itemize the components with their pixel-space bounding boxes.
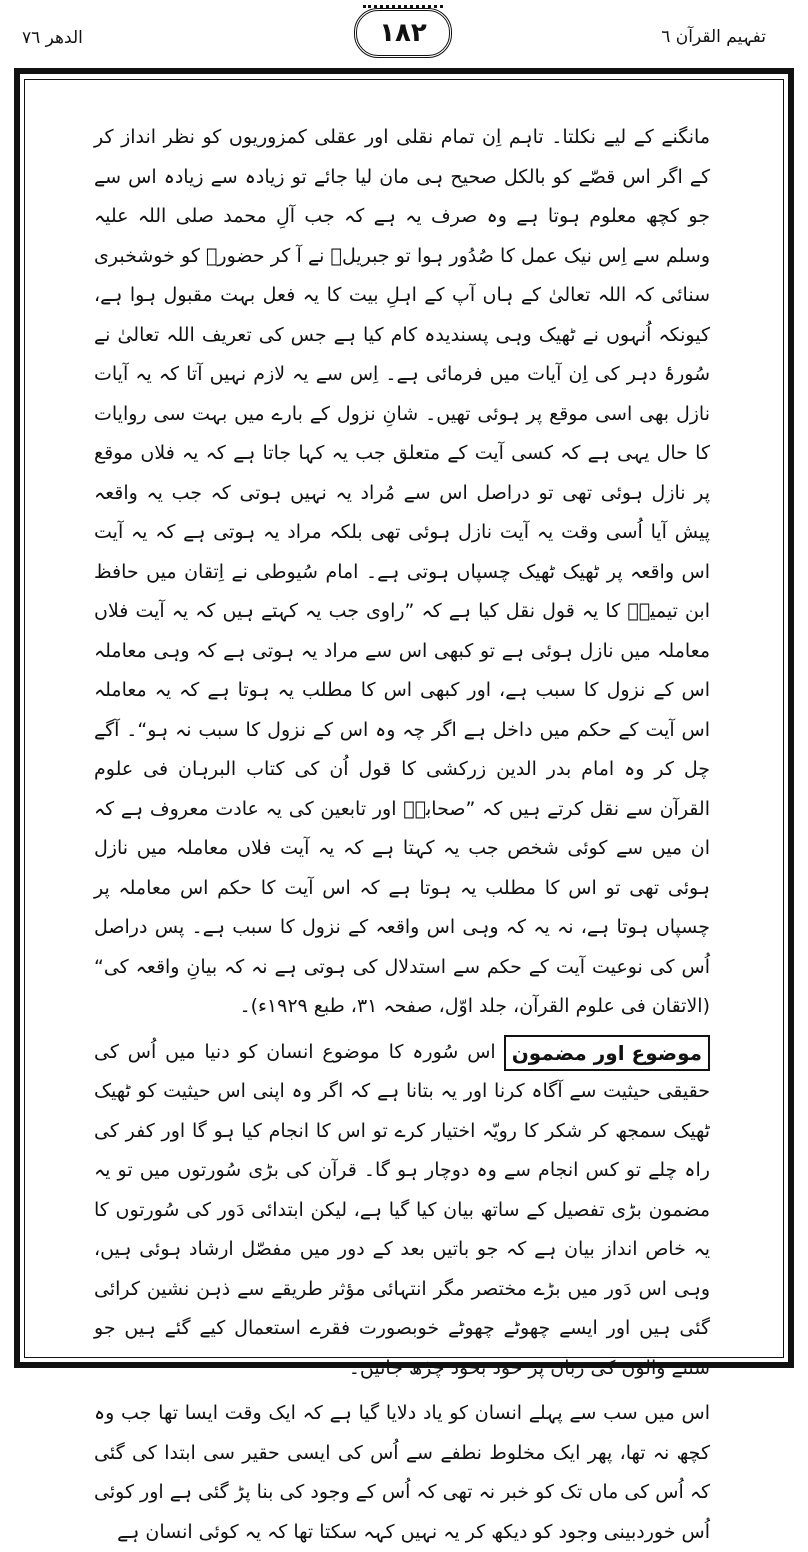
- paragraph-topic-text: اس سُورہ کا موضوع انسان کو دنیا میں اُس کی حقیقی حیثیت سے آگاہ کرنا اور یہ بتانا ہے کہ اگر وہ اپنی اس حیثیت کو ٹھیک ٹھیک سمجھ کر شکر کا رویّہ اختیار کرے تو اس کا انجام کیا ہو گا اور کفر کی راہ چلے تو کس انجام سے وہ دوچار ہو گا۔ قرآن کی بڑی سُورتوں میں تو یہ مضمون بڑی تفصیل کے ساتھ بیان کیا گیا ہے، لیکن ابتدائی دَور کی سُورتوں کا یہ خاص انداز بیان ہے کہ جو باتیں بعد کے دور میں مفصّل ارشاد ہوئی ہیں، وہی اس دَور میں بڑے مختصر مگر انتہائی مؤثر طریقے سے ذہن نشین کرائی گئی ہیں اور ایسے چھوٹے چھوٹے خوبصورت فقرے استعمال کیے گئے ہیں جو سننے والوں کی زبان پر خود بخود چڑھ جائیں۔: [94, 1040, 710, 1379]
- paragraph-topic: [94, 1033, 710, 1389]
- main-text: [94, 118, 710, 1543]
- page-number: ١٨٢: [379, 18, 427, 48]
- page-header: [0, 0, 808, 70]
- surah-label: الدھر ٧٦: [22, 28, 83, 48]
- badge-ornament: [363, 5, 443, 18]
- section-heading: موضوع اور مضمون: [504, 1035, 710, 1071]
- paragraph-shan-e-nuzool: مانگنے کے لیے نکلتا۔ تاہم اِن تمام نقلی اور عقلی کمزوریوں کو نظر انداز کر کے اگر اس قصّے کو بالکل صحیح ہی مان لیا جائے تو زیادہ سے زیادہ اس سے جو کچھ معلوم ہوتا ہے وہ صرف یہ ہے کہ جب آلِ محمد صلی اللہ علیہ وسلم سے اِس نیک عمل کا صُدُور ہوا تو جبریلؑ نے آ کر حضورؐ کو خوشخبری سنائی کہ اللہ تعالیٰ کے ہاں آپ کے اہلِ بیت کا یہ فعل بہت مقبول ہوا ہے، کیونکہ اُنہوں نے ٹھیک وہی پسندیدہ کام کیا ہے جس کی تعریف اللہ تعالیٰ نے سُورۂ دہر کی اِن آیات میں فرمائی ہے۔ اِس سے یہ لازم نہیں آتا کہ یہ آیات نازل بھی اسی موقع پر ہوئی تھیں۔ شانِ نزول کے بارے میں بہت سی روایات کا حال یہی ہے کہ کسی آیت کے متعلق جب یہ کہا جاتا ہے کہ یہ فلاں موقع پر نازل ہوئی تھی تو دراصل اس سے مُراد یہ نہیں ہوتی کہ جب یہ واقعہ پیش آیا اُسی وقت یہ آیت نازل ہوئی تھی بلکہ مراد یہ ہوتی ہے کہ یہ آیت اس واقعہ پر ٹھیک ٹھیک چسپاں ہوتی ہے۔ امام سُیوطی نے اِتقان میں حافظ ابن تیمیہؒ کا یہ قول نقل کیا ہے کہ ”راوی جب یہ کہتے ہیں کہ یہ آیت فلاں معاملہ میں نازل ہوئی ہے تو کبھی اس سے مراد یہ ہوتی ہے کہ وہی معاملہ اس کے نزول کا سبب ہے، اور کبھی اس کا مطلب یہ ہوتا ہے کہ یہ معاملہ اس آیت کے حکم میں داخل ہے اگر چہ وہ اس کے نزول کا سبب نہ ہو“۔ آگے چل کر وہ امام بدر الدین زرکشی کا قول اُن کی کتاب البرہان فی علوم القرآن سے نقل کرتے ہیں کہ ”صحابہؓ اور تابعین کی یہ عادت معروف ہے کہ ان میں سے کوئی شخص جب یہ کہتا ہے کہ یہ آیت فلاں معاملہ میں نازل ہوئی تھی تو اس کا مطلب یہ ہوتا ہے کہ اس آیت کا حکم اس معاملہ پر چسپاں ہوتا ہے، نہ یہ کہ وہی اس واقعہ کے نزول کا سبب ہے۔ پس دراصل اُس کی نوعیت آیت کے حکم سے استدلال کی ہوتی ہے نہ کہ بیانِ واقعہ کی“ (الاتقان فی علوم القرآن، جلد اوّل، صفحہ ۳۱، طبع ۱۹۲۹ء)۔: [94, 126, 710, 1017]
- book-title: تفہیم القرآن ٦: [661, 27, 766, 47]
- page-number-badge: [354, 8, 452, 58]
- paragraph-creation: اس میں سب سے پہلے انسان کو یاد دلایا گیا ہے کہ ایک وقت ایسا تھا جب وہ کچھ نہ تھا، پھر ایک مخلوط نطفے سے اُس کی ایسی حقیر سی ابتدا کی گئی کہ اُس کی ماں تک کو خبر نہ تھی کہ اُس کے وجود کی بنا پڑ گئی ہے اور کوئی اُس خوردبینی وجود کو دیکھ کر یہ نہیں کہہ سکتا تھا کہ یہ کوئی انسان ہے: [94, 1402, 710, 1543]
